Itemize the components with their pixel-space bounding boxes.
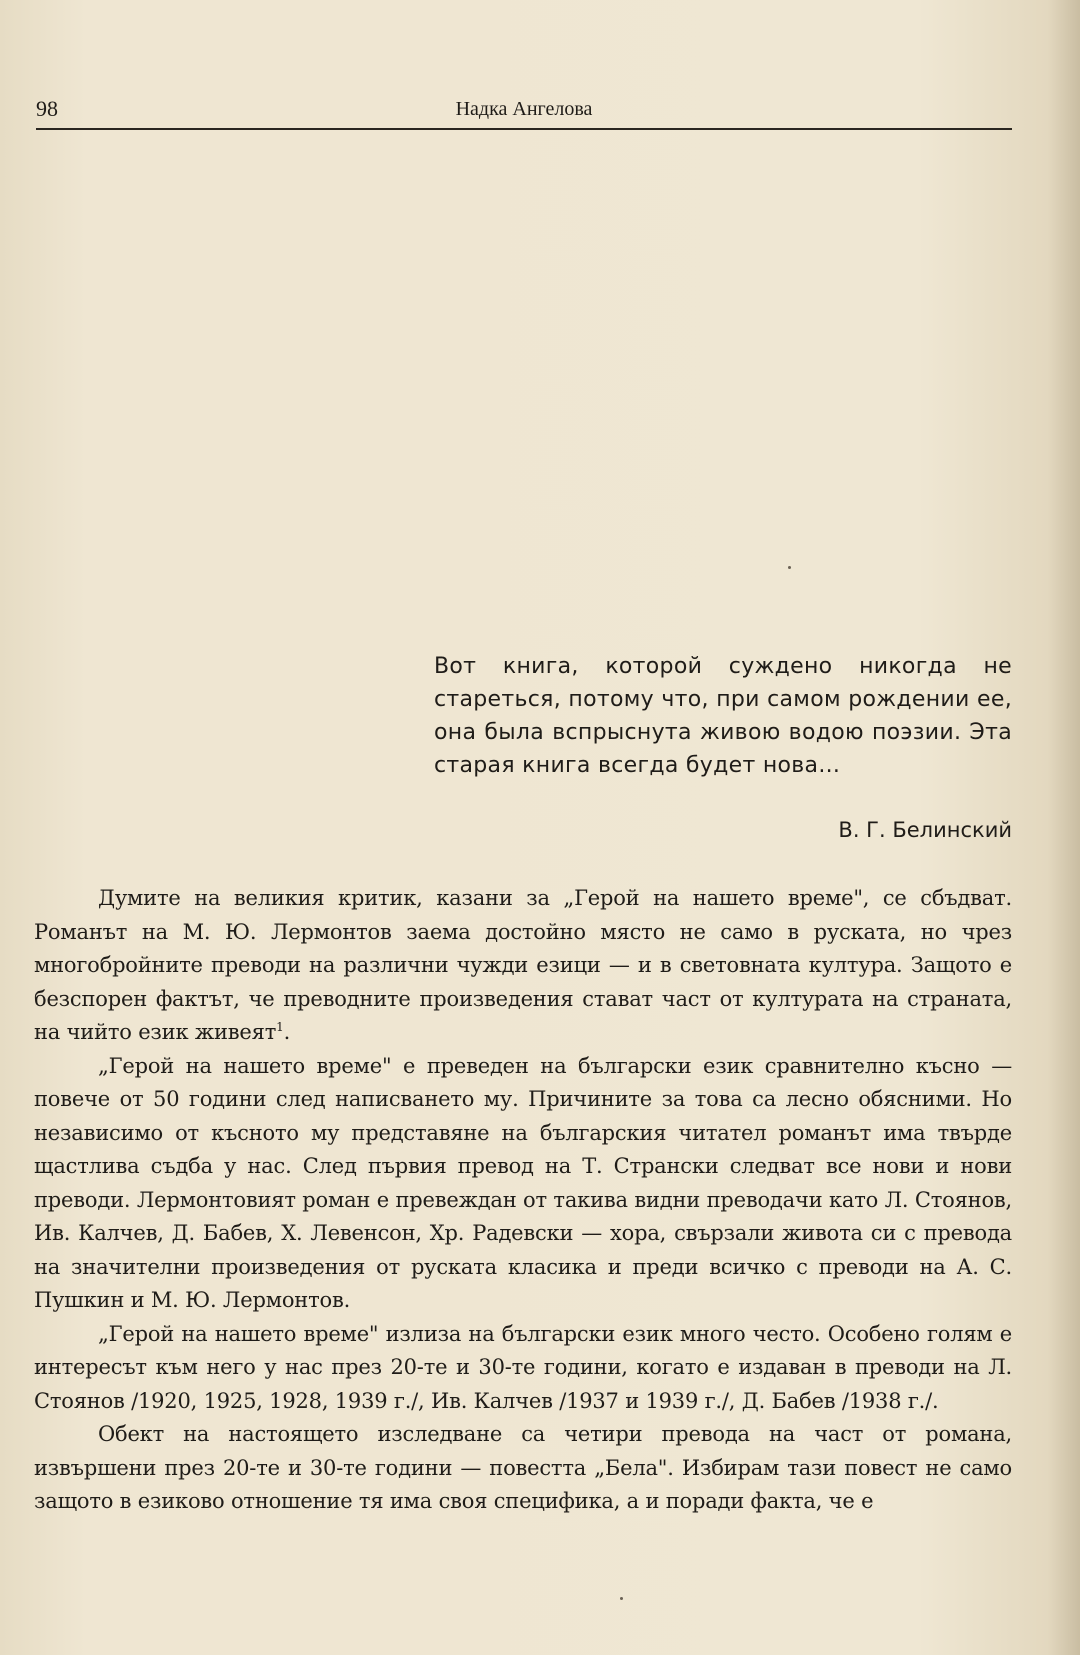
paragraph-end: . — [283, 1020, 291, 1044]
body-text — [34, 882, 1012, 1519]
footnote-marker[interactable]: 1 — [276, 1020, 284, 1034]
paragraph — [34, 882, 1012, 1050]
page-number: 98 — [36, 96, 58, 121]
paragraph: „Герой на нашето време" е преведен на български език сравнително късно — повече от 50 години след написването му. Причините за това са лесно обясними. Но независимо от късното му представяне на българския читател романът има твърде щастлива съдба у нас. След първия превод на Т. Странски следват все нови и нови преводи. Лермонтовият роман е превеждан от такива видни преводачи като Л. Стоянов, Ив. Калчев, Д. Бабев, Х. Левенсон, Хр. Радевски — хора, свързали живота си с превода на значителни произведения от руската класика и преди всичко с преводи на А. С. Пушкин и М. Ю. Лермонтов. — [34, 1053, 1012, 1312]
speck — [788, 566, 791, 569]
paragraph: Обект на настоящето изследване са четири превода на част от романа, извършени през 20-те и 30-те години — повестта „Бела". Избирам тази повест не само защото в езиково отношение тя има своя специфика, а и поради факта, че е — [34, 1422, 1012, 1513]
page-header — [36, 96, 1012, 130]
speck — [620, 1597, 623, 1600]
epigraph-author: В. Г. Белинский — [838, 818, 1012, 842]
paragraph-text: Думите на великия критик, казани за „Герой на нашето време", се сбъдват. Романът на М. Ю. Лермонтов заема достойно място не само в руската, но чрез многобройните преводи на различни чужди езици — и в световната култура. Защото е безспорен фактът, че преводните произведения стават част от културата на страната, на чийто език живеят — [34, 886, 1012, 1044]
running-head: Надка Ангелова — [455, 98, 593, 120]
paragraph: „Герой на нашето време" излиза на български език много често. Особено голям е интересът към него у нас през 20-те и 30-те години, когато е издаван в преводи на Л. Стоянов /1920, 1925, 1928, 1939 г./, Ив. Калчев /1937 и 1939 г./, Д. Бабев /1938 г./. — [34, 1321, 1012, 1413]
epigraph-quote: Вот книга, которой суждено никогда не стареться, потому что, при самом рождении ее, она была вспрыснута живою водою поэзии. Эта старая книга всегда будет нова... — [434, 654, 1012, 778]
